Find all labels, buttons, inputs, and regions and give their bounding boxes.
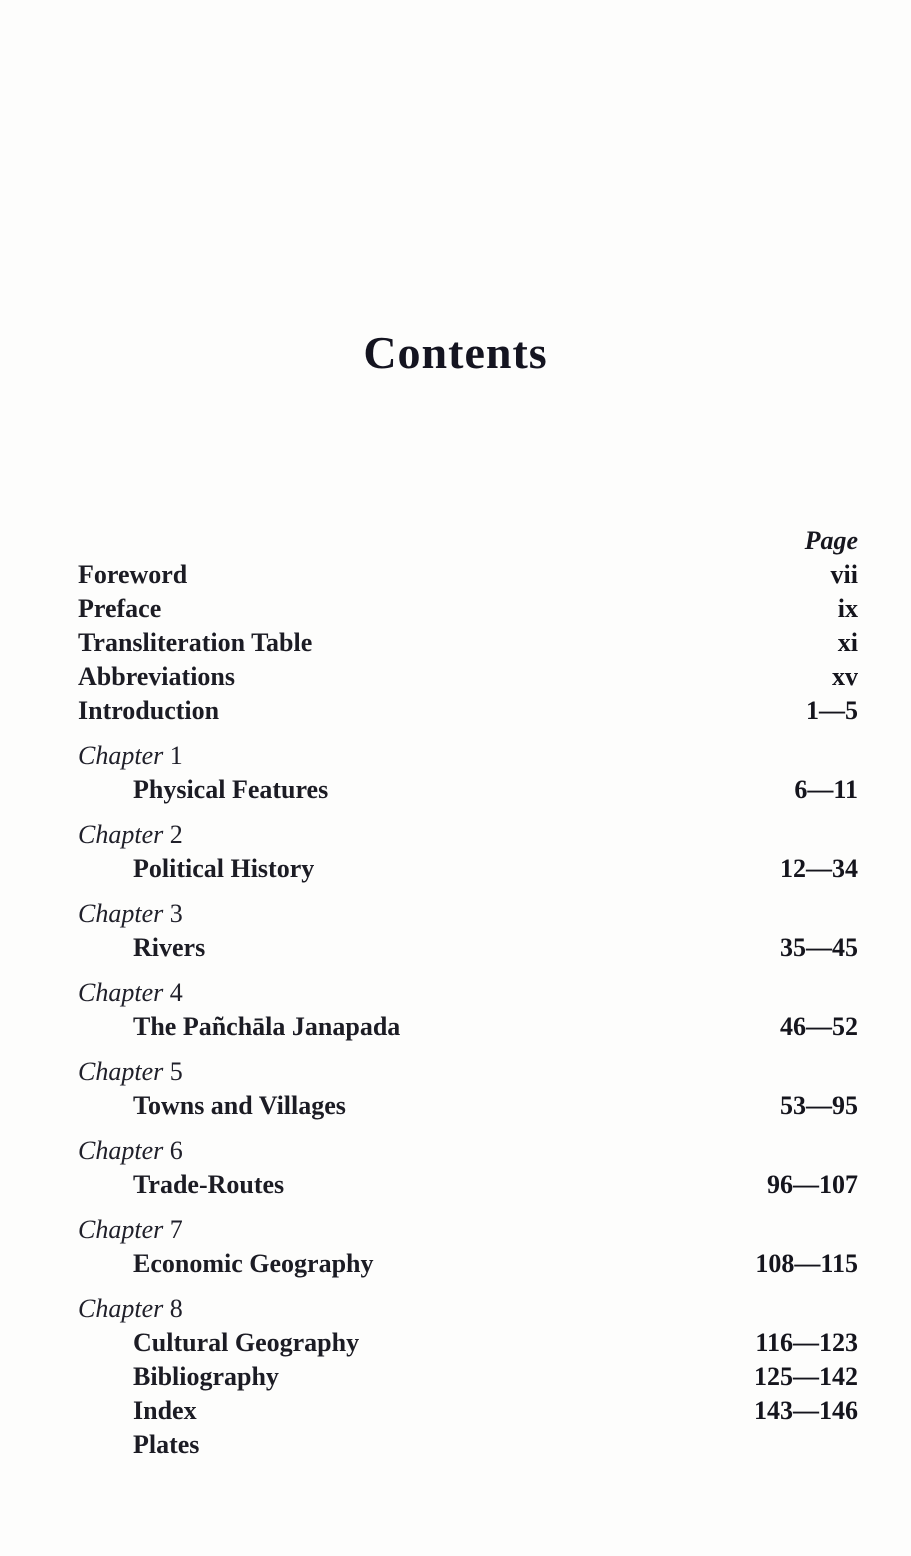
chapter-entry-title: Bibliography (133, 1362, 279, 1391)
front-matter-label: Foreword (78, 560, 188, 589)
chapter-entry-row (78, 1168, 858, 1202)
front-matter-label: Abbreviations (78, 662, 235, 691)
chapter-entry-row (78, 1089, 858, 1123)
chapter-entries (78, 1168, 858, 1202)
chapter-entry-title: Trade-Routes (133, 1170, 285, 1199)
chapter-entry-page-range: 46—52 (780, 1012, 858, 1041)
chapter-heading (78, 818, 858, 852)
chapter-entries (78, 1247, 858, 1281)
chapter-entries (78, 1010, 858, 1044)
chapter-heading (78, 976, 858, 1010)
front-matter-row (78, 694, 858, 728)
chapter-entries (78, 931, 858, 965)
chapter-heading-word: Chapter (78, 1136, 164, 1165)
table-of-contents (78, 524, 858, 1462)
chapter-block (78, 1134, 858, 1202)
front-matter-page-number: xv (832, 662, 858, 691)
chapter-entry-title: Physical Features (133, 775, 329, 804)
chapter-heading-number: 8 (169, 1294, 183, 1323)
chapter-heading-number: 7 (169, 1215, 183, 1244)
chapter-entry-title: Index (133, 1396, 197, 1425)
chapter-entries (78, 1089, 858, 1123)
chapter-entry-title: Economic Geography (133, 1249, 374, 1278)
chapter-block (78, 1292, 858, 1462)
chapter-heading-number: 5 (169, 1057, 183, 1086)
chapter-entry-page-range: 125—142 (754, 1362, 858, 1391)
chapter-heading-word: Chapter (78, 1294, 164, 1323)
front-matter-row (78, 592, 858, 626)
front-matter-label: Preface (78, 594, 162, 623)
chapter-block (78, 897, 858, 965)
chapter-entry-row (78, 931, 858, 965)
chapter-block (78, 1213, 858, 1281)
chapter-entry-row (78, 1360, 858, 1394)
chapter-heading (78, 897, 858, 931)
front-matter-list (78, 558, 858, 728)
chapter-heading (78, 1213, 858, 1247)
chapter-heading-number: 2 (169, 820, 183, 849)
chapter-entries (78, 1326, 858, 1462)
chapter-heading-word: Chapter (78, 1057, 164, 1086)
chapter-list (78, 739, 858, 1462)
chapter-heading (78, 739, 858, 773)
front-matter-label: Introduction (78, 696, 220, 725)
front-matter-row (78, 626, 858, 660)
front-matter-page-number: ix (837, 594, 858, 623)
chapter-heading (78, 1134, 858, 1168)
chapter-entry-title: Plates (133, 1430, 200, 1459)
chapter-heading-number: 4 (169, 978, 183, 1007)
front-matter-page-number: vii (830, 560, 858, 589)
chapter-entry-page-range: 143—146 (754, 1396, 858, 1425)
chapter-entry-title: Cultural Geography (133, 1328, 360, 1357)
chapter-entry-page-range: 96—107 (767, 1170, 858, 1199)
chapter-entry-page-range: 35—45 (780, 933, 858, 962)
chapter-heading-word: Chapter (78, 741, 164, 770)
chapter-entry-page-range: 53—95 (780, 1091, 858, 1120)
chapter-heading-number: 1 (169, 741, 183, 770)
chapter-entry-page-range: 116—123 (755, 1328, 858, 1357)
chapter-entries (78, 773, 858, 807)
chapter-entry-row (78, 1247, 858, 1281)
page-title: Contents (363, 327, 548, 378)
chapter-heading-number: 6 (169, 1136, 183, 1165)
front-matter-row (78, 558, 858, 592)
chapter-heading-word: Chapter (78, 820, 164, 849)
chapter-block (78, 818, 858, 886)
chapter-block (78, 976, 858, 1044)
front-matter-page-number: 1—5 (806, 696, 858, 725)
chapter-entry-page-range: 6—11 (794, 775, 858, 804)
chapter-heading-word: Chapter (78, 978, 164, 1007)
chapter-heading (78, 1292, 858, 1326)
chapter-entries (78, 852, 858, 886)
front-matter-page-number: xi (837, 628, 858, 657)
front-matter-label: Transliteration Table (78, 628, 313, 657)
chapter-entry-row (78, 773, 858, 807)
front-matter-row (78, 660, 858, 694)
chapter-entry-row (78, 1428, 858, 1462)
chapter-entry-row (78, 1010, 858, 1044)
chapter-entry-title: Political History (133, 854, 315, 883)
chapter-heading (78, 1055, 858, 1089)
chapter-entry-page-range: 12—34 (780, 854, 858, 883)
chapter-entry-title: The Pañchāla Janapada (133, 1012, 401, 1041)
chapter-block (78, 739, 858, 807)
chapter-heading-number: 3 (169, 899, 183, 928)
chapter-entry-title: Rivers (133, 933, 206, 962)
chapter-entry-row (78, 852, 858, 886)
chapter-block (78, 1055, 858, 1123)
chapter-entry-row (78, 1394, 858, 1428)
chapter-heading-word: Chapter (78, 1215, 164, 1244)
chapter-entry-page-range: 108—115 (755, 1249, 858, 1278)
chapter-heading-word: Chapter (78, 899, 164, 928)
chapter-entry-row (78, 1326, 858, 1360)
chapter-entry-title: Towns and Villages (133, 1091, 346, 1120)
page-column-header: Page (804, 526, 858, 555)
